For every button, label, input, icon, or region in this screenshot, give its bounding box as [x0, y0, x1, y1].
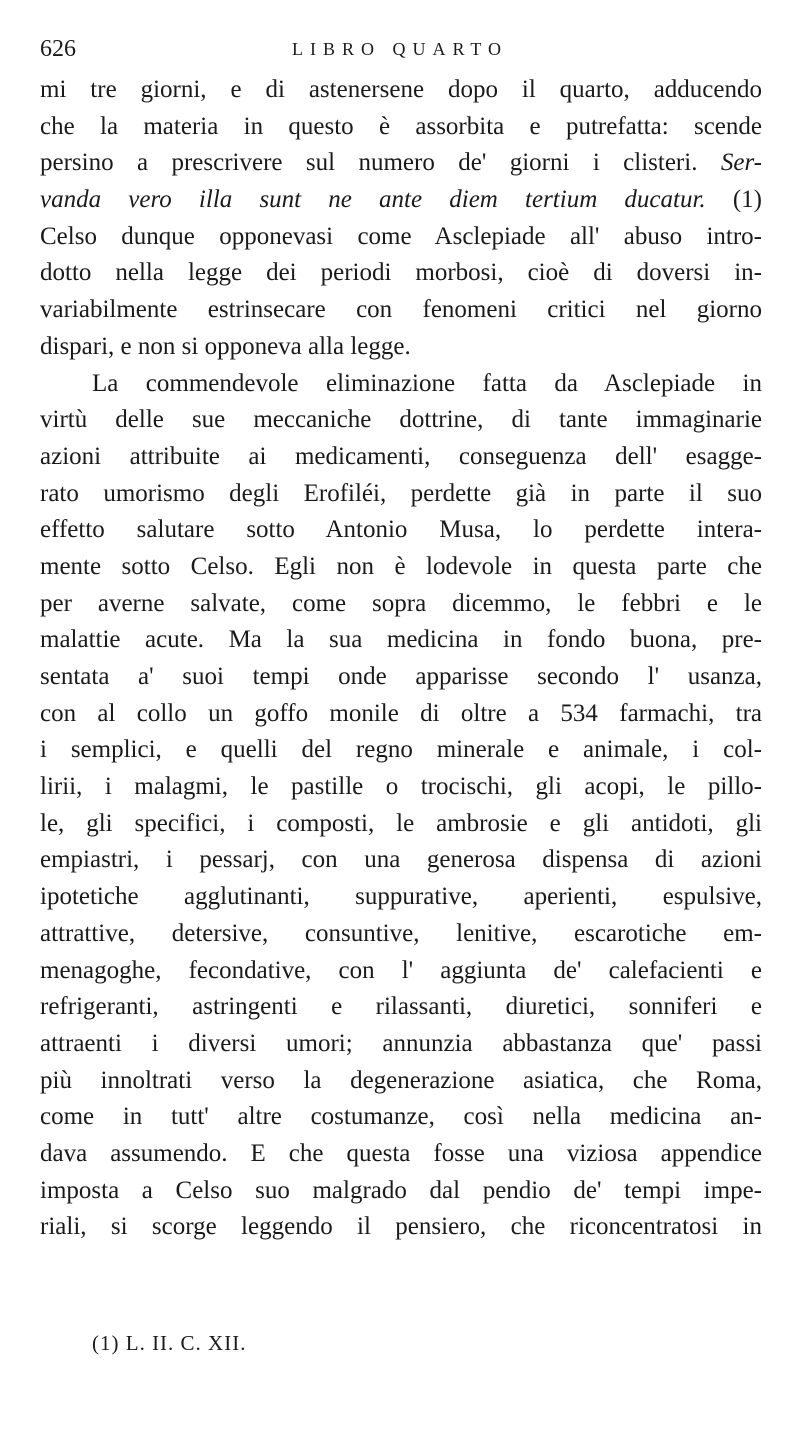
text-line: rato umorismo degli Erofiléi, perdette già in parte il suo [40, 479, 762, 507]
text-line [40, 182, 762, 219]
text-run: persino a prescrivere sul numero de' giorni i clisteri. [40, 149, 698, 177]
text-line: le, gli specifici, i composti, le ambrosie e gli antidoti, gli [40, 809, 762, 837]
text-line: i semplici, e quelli del regno minerale e animale, i col- [40, 736, 762, 764]
page-number: 626 [40, 36, 76, 62]
text-line [40, 145, 762, 182]
text-line: effetto salutare sotto Antonio Musa, lo perdette intera- [40, 516, 762, 544]
text-line: virtù delle sue meccaniche dottrine, di tante immaginarie [40, 406, 762, 434]
text-line: mi tre giorni, e di astenersene dopo il quarto, adducendo [40, 76, 762, 103]
text-line: sentata a' suoi tempi onde apparisse secondo l' usanza, [40, 663, 762, 690]
text-line: malattie acute. Ma la sua medicina in fondo buona, pre- [40, 626, 762, 654]
text-line: empiastri, i pessarj, con una generosa dispensa di azioni [40, 846, 762, 874]
text-line: menagoghe, fecondative, con l' aggiunta de' calefacienti e [40, 956, 762, 984]
text-line: che la materia in questo è assorbita e putrefatta: scende [40, 112, 762, 140]
footnote-ref: (1) [732, 186, 762, 214]
text-line: imposta a Celso suo malgrado dal pendio de' tempi impe- [40, 1176, 762, 1204]
text-line: dava assumendo. E che questa fosse una viziosa appendice [40, 1139, 762, 1167]
latin-quote: vanda vero illa sunt ne ante diem tertium ducatur. [40, 186, 706, 214]
text-line: più innoltrati verso la degenerazione asiatica, che Roma, [40, 1066, 762, 1094]
running-title: LIBRO QUARTO [291, 39, 509, 59]
text-line: Celso dunque opponevasi come Asclepiade all' abuso intro- [40, 222, 762, 250]
body-text [40, 72, 762, 1246]
latin-quote: Ser- [720, 149, 763, 177]
running-head [40, 34, 760, 64]
text-line: refrigeranti, astringenti e rilassanti, diuretici, sonniferi e [40, 993, 762, 1021]
text-line: dispari, e non si opponeva alla legge. [40, 332, 411, 360]
text-line: attrattive, detersive, consuntive, lenitive, escarotiche em- [40, 919, 762, 947]
text-line: La commendevole eliminazione fatta da Asclepiade in [92, 369, 762, 397]
text-line: ipotetiche agglutinanti, suppurative, aperienti, espulsive, [40, 883, 762, 911]
footnote: (1) L. II. C. XII. [92, 1331, 247, 1355]
text-line: come in tutt' altre costumanze, così nella medicina an- [40, 1103, 762, 1131]
text-line: per averne salvate, come sopra dicemmo, le febbri e le [40, 589, 762, 617]
text-line: con al collo un goffo monile di oltre a 534 farmachi, tra [40, 699, 762, 727]
text-line: riali, si scorge leggendo il pensiero, che riconcentratosi in [40, 1213, 762, 1241]
text-line: attraenti i diversi umori; annunzia abbastanza que' passi [40, 1029, 762, 1057]
text-line: azioni attribuite ai medicamenti, conseguenza dell' esagge- [40, 442, 762, 470]
text-line: variabilmente estrinsecare con fenomeni critici nel giorno [40, 296, 762, 324]
text-line: lirii, i malagmi, le pastille o trocischi, gli acopi, le pillo- [40, 773, 762, 801]
text-line: mente sotto Celso. Egli non è lodevole in questa parte che [40, 552, 762, 580]
text-line: dotto nella legge dei periodi morbosi, cioè di doversi in- [40, 259, 762, 287]
